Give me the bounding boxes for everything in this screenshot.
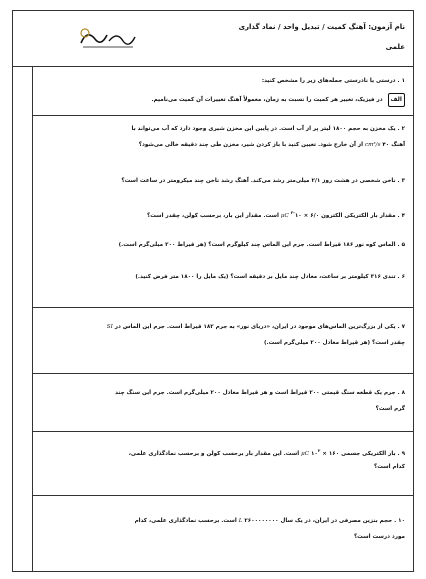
value-mantissa: ۱۶۰ × ۱۰	[310, 450, 340, 457]
value-exponent: -۲	[290, 210, 295, 215]
question-4: ۴ . مقدار بار الکتریکی الکترون ۶/۰ × $۱۰^{-۲}$ μC است. مقدار این بار، برحسب کولن، چقدر است؟	[146, 210, 405, 219]
school-logo-icon	[73, 23, 141, 53]
value-mantissa: ۶/۰ × ۱۰	[294, 212, 320, 219]
unit-label: μC	[301, 450, 310, 457]
question-3: ۳ . ناخن شخصی در هشت روز ۲/۱ میلی‌متر رشد می‌کند. آهنگ رشد ناخن چند میکرومتر در ساعت است؟	[121, 178, 405, 184]
question-8-line-2: گرم است؟	[375, 406, 405, 412]
exam-header	[13, 11, 413, 67]
question-1-part-a: الف در فیزیک، تغییر هر کمیت را نسبت به زمان، معمولاً آهنگ تغییرات آن کمیت می‌نامیم.	[151, 93, 405, 107]
divider	[33, 373, 413, 374]
question-8: ۸ . جرم یک قطعه سنگ قیمتی ۲۰۰ قیراط است و هر قیراط معادل ۲۰۰ میلی‌گرم است. جرم این سنگ چند	[115, 390, 405, 396]
question-2: ۲ . یک مخزن به حجم ۱۸۰۰ لیتر پر از آب است. در پایین این مخزن شیری وجود دارد که آب می‌تواند با	[131, 126, 405, 132]
question-7: ۷ . یکی از بزرگ‌ترین الماس‌های موجود در ایران، «دریای نور» به جرم ۱۸۲ قیراط است. جرم این الماس در SI	[106, 324, 405, 330]
value-number: ۲۶۰۰۰۰۰۰۰۰	[244, 518, 279, 524]
divider	[33, 307, 413, 308]
si-unit-label: SI	[106, 324, 113, 330]
question-10-line-2: مورد درست است؟	[353, 534, 405, 540]
part-a-label: الف	[388, 93, 405, 107]
divider	[33, 495, 413, 496]
question-6: ۶ . تندی ۳۱۶ کیلومتر بر ساعت، معادل چند مایل بر دقیقه است؟ (یک مایل را ۱۸۰۰ متر فرض کنید.)	[135, 274, 405, 280]
question-10: ۱۰ . حجم بنزین مصرفی در ایران، در یک سال ۲۶۰۰۰۰۰۰۰۰ L است. برحسب نمادگذاری علمی، کدام	[134, 518, 405, 524]
question-9: ۹ . بار الکتریکی جسمی ۱۶۰ × $۱۰^۲$ μC است. این مقدار بار برحسب کولن و برحسب نمادگذاری علمی،	[128, 448, 405, 457]
question-2-line-2: آهنگ cm³/s ۴۰ از آن خارج شود. تعیین کنید با باز کردن شیر، مخزن طی چند دقیقه خالی می‌شود؟	[138, 142, 405, 148]
score-column	[13, 67, 33, 572]
divider	[33, 431, 413, 432]
exam-subtitle: علمی	[385, 43, 405, 51]
exam-title: نام آزمون: آهنگ کمیت / تبدیل واحد / نماد گذاری	[238, 23, 405, 31]
question-5: ۵ . الماس کوه نور ۱۸۶ قیراط است. جرم این الماس چند کیلوگرم است؟ (هر قیراط ۲۰۰ میلی‌گرم است.)	[118, 242, 405, 248]
value-exponent: ۲	[317, 448, 321, 453]
unit-label: L	[238, 518, 243, 524]
question-area	[13, 67, 413, 572]
question-1: ۱ . درستی یا نادرستی جمله‌های زیر را مشخص کنید:	[261, 78, 405, 84]
unit-label: μC	[280, 212, 289, 219]
unit-label: cm³/s	[365, 142, 381, 148]
question-9-line-2: کدام است؟	[373, 464, 405, 470]
exam-sheet	[12, 10, 414, 572]
divider	[33, 115, 413, 116]
question-7-line-2: چقدر است؟ (هر قیراط معادل ۲۰۰ میلی‌گرم است.)	[263, 340, 405, 346]
